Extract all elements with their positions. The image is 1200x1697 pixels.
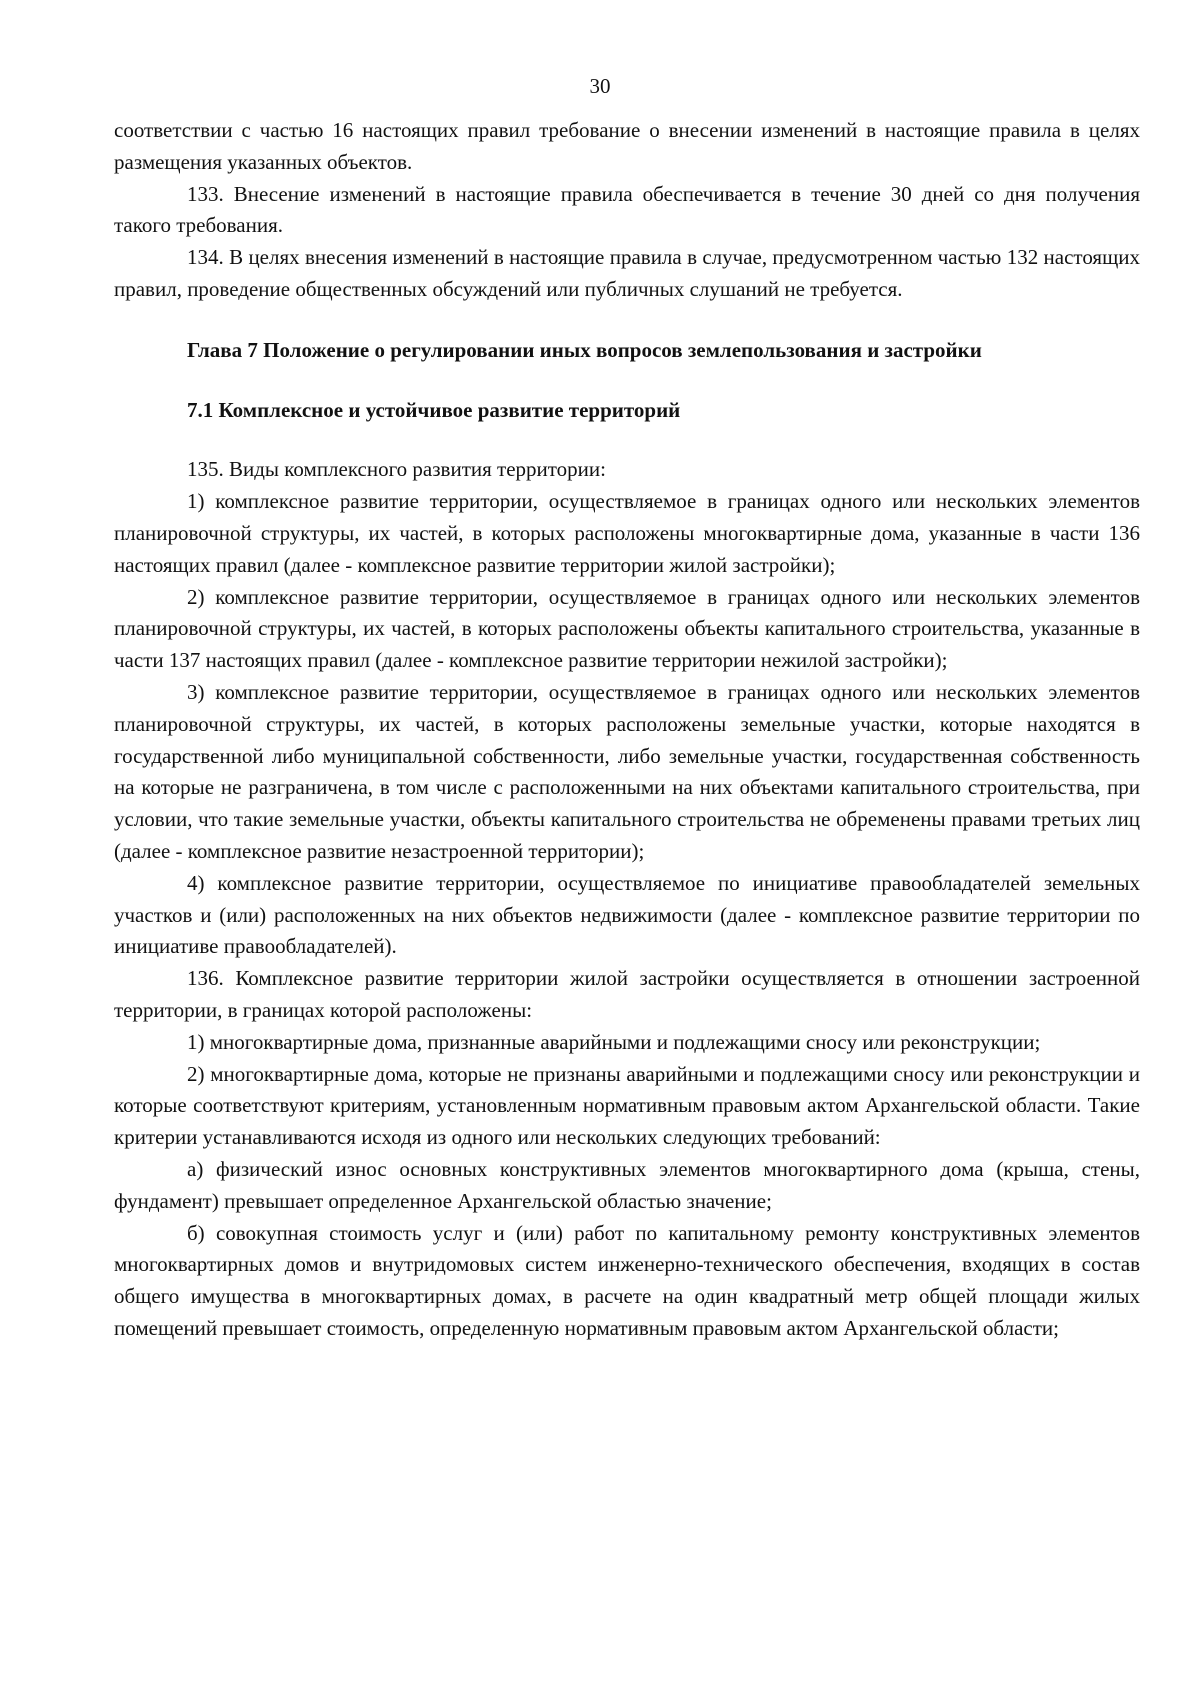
section-heading: 7.1 Комплексное и устойчивое развитие территорий — [187, 397, 681, 422]
list-item-135-1: 1) комплексное развитие территории, осуществляемое в границах одного или нескольких элементов планировочной структуры, их частей, в которых расположены многоквартирные дома, указанные в части 136 настоящих правил (далее - комплексное развитие территории жилой застройки); — [114, 489, 1140, 577]
list-item-136-2: 2) многоквартирные дома, которые не признаны аварийными и подлежащими сносу или реконструкции и которые соответствуют критериям, установленным нормативным правовым актом Архангельской области. Такие критерии устанавливаются исходя из одного или нескольких следующих требований: — [114, 1061, 1140, 1150]
list-item-136-2-b: б) совокупная стоимость услуг и (или) работ по капитальному ремонту конструктивных элементов многоквартирных домов и внутридомовых систем инженерно-технического обеспечения, входящих в состав общего имущества в многоквартирных домах, в расчете на один квадратный метр общей площади жилых помещений превышает стоимость, определенную нормативным правовым актом Архангельской области; — [114, 1220, 1140, 1340]
list-item-135-4: 4) комплексное развитие территории, осуществляемое по инициативе правообладателей земельных участков и (или) расположенных на них объектов недвижимости (далее - комплексное развитие территории по инициативе правообладателей). — [114, 870, 1140, 959]
paragraph-136: 136. Комплексное развитие территории жилой застройки осуществляется в отношении застроенной территории, в границах которой расположены: — [114, 966, 1140, 1022]
paragraph-134: 134. В целях внесения изменений в настоящие правила в случае, предусмотренном частью 132 настоящих правил, проведение общественных обсуждений или публичных слушаний не требуется. — [114, 245, 1140, 301]
list-item-136-1: 1) многоквартирные дома, признанные аварийными и подлежащими сносу или реконструкции; — [187, 1029, 1041, 1054]
paragraph-continuation: соответствии с частью 16 настоящих правил требование о внесении изменений в настоящие правила в целях размещения указанных объектов. — [114, 118, 1140, 174]
document-body — [114, 115, 1140, 1345]
list-item-135-2: 2) комплексное развитие территории, осуществляемое в границах одного или нескольких элементов планировочной структуры, их частей, в которых расположены объекты капитального строительства, указанные в части 137 настоящих правил (далее - комплексное развитие территории нежилой застройки); — [114, 584, 1140, 673]
paragraph-133: 133. Внесение изменений в настоящие правила обеспечивается в течение 30 дней со дня получения такого требования. — [114, 181, 1140, 238]
list-item-136-2-a: а) физический износ основных конструктивных элементов многоквартирного дома (крыша, стены, фундамент) превышает определенное Архангельской областью значение; — [114, 1156, 1140, 1213]
paragraph-135: 135. Виды комплексного развития территории: — [187, 457, 606, 482]
page-number: 30 — [589, 74, 611, 98]
chapter-heading: Глава 7 Положение о регулировании иных вопросов землепользования и застройки — [187, 337, 982, 362]
list-item-135-3: 3) комплексное развитие территории, осуществляемое в границах одного или нескольких элементов планировочной структуры, их частей, в которых расположены земельные участки, которые находятся в государственной либо муниципальной собственности, либо земельные участки, государственная собственность на которые не разграничена, в том числе с расположенными на них объектами капитального строительства, при условии, что такие земельные участки, объекты капитального строительства не обременены правами третьих лиц (далее - комплексное развитие незастроенной территории); — [114, 679, 1140, 863]
